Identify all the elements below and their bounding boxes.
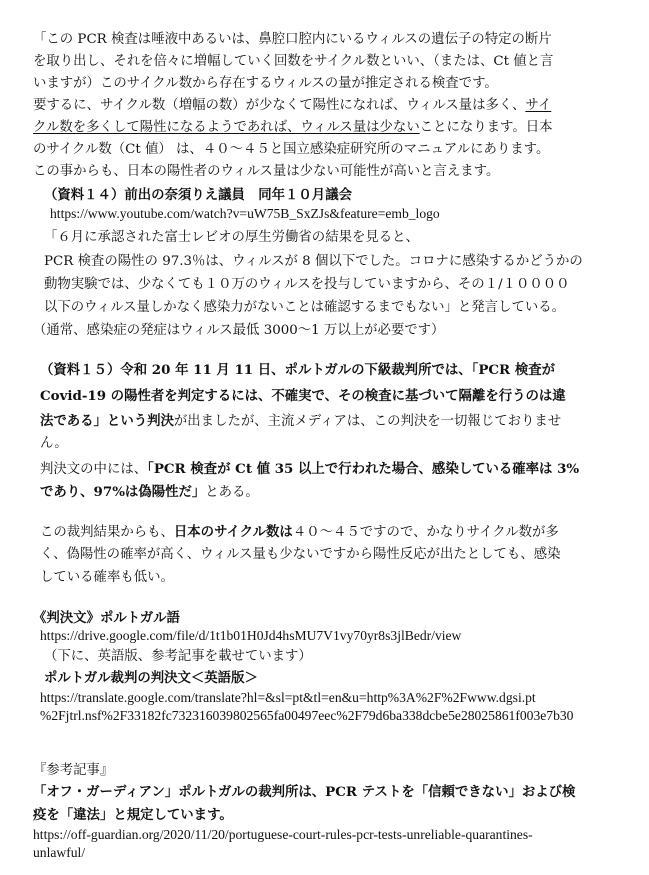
note-line: （下に、英語版、参考記事を載せています）: [44, 649, 312, 664]
text-span: ４０～４５ですので、かなりサイクル数が多: [292, 525, 559, 540]
reference-heading: （資料１５）令和 20 年 11 月 11 日、ポルトガルの下級裁判所では、「PCR 検査が: [40, 362, 556, 378]
article-link[interactable]: https://off-guardian.org/2020/11/20/portuguese-court-rules-pcr-tests-unreliable-quarantines-: [33, 827, 533, 842]
article-link-continued[interactable]: unlawful/: [33, 845, 86, 860]
translate-link-continued[interactable]: %2Fjtrl.nsf%2F33182fc732316039802565fa00497eec%2F79d6ba338dcbe5e28025861f003e7b30: [40, 708, 574, 723]
paragraph-line: [40, 523, 559, 542]
translate-link[interactable]: https://translate.google.com/translate?hl=&sl=pt&tl=en&u=http%3A%2F%2Fwww.dgsi.pt: [40, 690, 536, 705]
text-span: 判決文の中には、: [40, 462, 148, 477]
paragraph-line: ん。: [40, 436, 68, 451]
reference-heading: （資料１４）前出の奈須りえ議員 同年１０月議会: [44, 187, 352, 203]
text-span: 要するに、サイクル数（増幅の数）が少なくて陽性になれば、ウィルス量は多く、: [33, 98, 526, 113]
note-line: （通常、感染症の発症はウィルス最低 3000～1 万以上が必要です）: [33, 323, 445, 338]
paragraph-line: いますが）このサイクル数から存在するウィルスの量が推定される検査です。: [33, 76, 498, 91]
text-span: この裁判結果からも、: [40, 525, 174, 540]
underlined-text: クル数を多くして陽性になるようであれば、ウィルス量は少ない: [33, 120, 420, 135]
paragraph-line: [40, 460, 579, 479]
text-span: とある。: [205, 485, 259, 500]
article-title: 疫を「違法」と規定しています。: [33, 807, 233, 823]
drive-link[interactable]: https://drive.google.com/file/d/1t1b01H0Jd4hsMU7V1vy70yr8s3jlBedr/view: [40, 628, 462, 643]
quote-line: 「６月に承認された富士レビオの厚生労働省の結果を見ると、: [44, 230, 419, 245]
bold-text: 法である」という判決: [40, 413, 174, 429]
bold-text: 日本のサイクル数は: [173, 524, 293, 540]
text-span: ことになります。日本: [419, 120, 553, 135]
paragraph-line: を取り出し、それを倍々に増幅していく回数をサイクル数といい、（または、Ct 値と言: [33, 54, 554, 69]
paragraph-line: く、偽陽性の確率が高く、ウィルス量も少ないですから陽性反応が出たとしても、感染: [40, 547, 561, 562]
paragraph-line: [40, 412, 561, 431]
section-heading: 《判決文》ポルトガル語: [33, 610, 180, 626]
article-label: 『参考記事』: [33, 763, 114, 778]
youtube-link[interactable]: https://www.youtube.com/watch?v=uW75B_SxZJs&feature=emb_logo: [50, 206, 440, 221]
bold-text: 「PCR 検査が Ct 値 35 以上で行われた場合、感染している確率は 3%: [147, 461, 580, 477]
underlined-text: サイ: [525, 98, 552, 113]
paragraph-line: のサイクル数（Ct 値） は、４０～４５と国立感染症研究所のマニュアルにあります。: [33, 142, 550, 157]
article-title: 「オフ・ガーディアン」ポルトガルの裁判所は、PCR テストを「信頼できない」および検: [33, 784, 576, 800]
quote-line: 動物実験では、少なくても１０万のウィルスを投与していますから、その１/１００００: [44, 277, 570, 292]
bold-text: であり、97%は偽陽性だ」: [40, 484, 206, 500]
quote-line: 以下のウィルス量しかなく感染力がないことは確認するまでもない」と発言している。: [44, 300, 566, 315]
paragraph-line: [33, 97, 551, 115]
section-heading: ポルトガル裁判の判決文＜英語版＞: [44, 670, 258, 686]
paragraph-line: している確率も低い。: [40, 570, 174, 585]
text-span: が出ましたが、主流メディアは、この判決を一切報じておりませ: [173, 414, 562, 429]
paragraph-line: Covid-19 の陽性者を判定するには、不確実で、その検査に基づいて隔離を行うのは違: [40, 388, 566, 404]
paragraph-line: 「この PCR 検査は唾液中あるいは、鼻腔口腔内にいるウィルスの遺伝子の特定の断片: [33, 32, 552, 47]
quote-line: PCR 検査の陽性の 97.3％は、ウィルスが 8 個以下でした。コロナに感染するかどうかの: [44, 254, 583, 269]
paragraph-line: [33, 119, 553, 137]
paragraph-line: この事からも、日本の陽性者のウィルス量は少ない可能性が高いと言えます。: [33, 164, 500, 179]
paragraph-line: [40, 483, 259, 502]
